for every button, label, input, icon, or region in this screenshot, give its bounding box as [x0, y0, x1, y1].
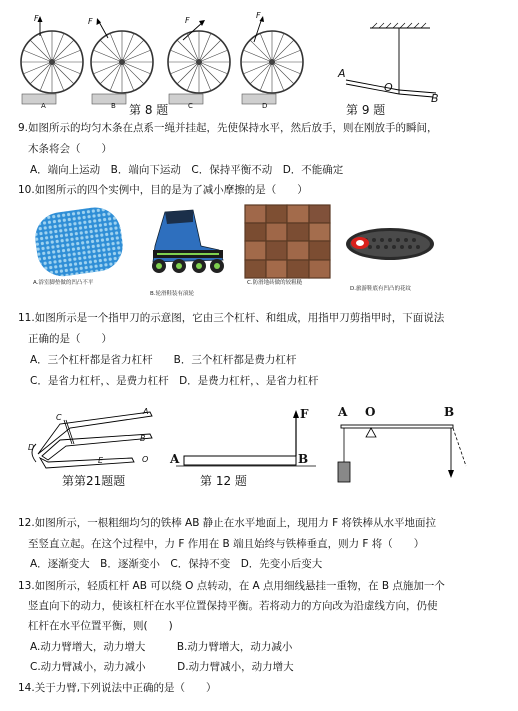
q11-label-a: A: [143, 407, 149, 416]
q13-label-b: B: [444, 405, 455, 419]
q11-label-b: B: [140, 434, 146, 443]
q9-stem-line1: 9.如图所示的均匀木条在点系一绳并挂起，先使保持水平，然后放手，则在刚放手的瞬间，: [18, 122, 438, 134]
q12-stem-line1: 12.如图所示，一根粗细均匀的铁棒 AB 静止在水平地面上，现用力 F 将铁棒从水平地面拉: [18, 517, 436, 529]
q8-caption: 第 8 题: [129, 103, 169, 117]
shoe-sole-image: [340, 206, 438, 278]
floor-tiles-image: [245, 205, 330, 278]
q9-label-b: B: [431, 92, 439, 105]
q13-label-a: A: [338, 405, 348, 419]
roller-skate-image: [135, 206, 233, 278]
q11-label-c: C: [56, 413, 62, 422]
q11-label-o: O: [142, 455, 149, 464]
force-label-d: F: [256, 11, 261, 20]
roller-skate-icon: [135, 206, 233, 278]
force-label-b: F: [88, 17, 93, 26]
q13-label-o: O: [365, 405, 376, 419]
q12-options: A．逐渐变大 B．逐渐变小 C．保持不变 D．先变小后变大: [30, 558, 323, 570]
wheel-label-c: C: [188, 102, 193, 110]
q11-stem-line2: 正确的是（ ）: [28, 333, 112, 345]
q9-stem-line2: 木条将会（ ）: [28, 143, 112, 155]
q11-stem-line1: 11.如图所示是一个指甲刀的示意图，它由三个杠杆、和组成，用指甲刀剪指甲时，下面说法: [18, 312, 445, 324]
q10-caption-c: C.防滑地砖做的较粗糙: [247, 280, 303, 286]
q11-caption: 第第21题题: [62, 474, 126, 488]
force-label-c: F: [185, 16, 190, 25]
floor-tiles-icon: [245, 205, 330, 278]
q12-label-a: A: [170, 452, 180, 466]
q10-caption-d: D.旅游鞋底有凹凸的花纹: [350, 286, 411, 292]
wheel-label-b: B: [111, 102, 116, 110]
q13-stem-line1: 13.如图所示，轻质杠杆 AB 可以绕 O 点转动，在 A 点用细线悬挂一重物，在 B 点施加一个: [18, 580, 445, 592]
q9-label-o: O: [384, 81, 393, 94]
wheel-label-d: D: [262, 102, 268, 110]
q11-option-cd: C．是省力杠杆，、是费力杠杆 D．是费力杠杆，、是省力杠杆: [30, 375, 319, 387]
q9-label-a: A: [338, 67, 346, 80]
q11-label-d: D: [28, 443, 35, 452]
q13-stem-line2: 竖直向下的动力，使该杠杆在水平位置保持平衡。若将动力的方向改为沿虚线方向，仍使: [28, 600, 438, 612]
q12-stem-line2: 至竖直立起。在这个过程中，力 F 作用在 B 端且始终与铁棒垂直，则力 F 将（ ）: [28, 538, 425, 550]
q12-label-b: B: [298, 452, 309, 466]
shoe-sole-icon: [340, 206, 438, 278]
q12-caption: 第 12 题: [200, 474, 247, 488]
q9-options: A．端向上运动 B．端向下运动 C．保持平衡不动 D．不能确定: [30, 164, 344, 176]
wheel-label-a: A: [41, 102, 46, 110]
q13-option-ab: A.动力臂增大，动力增大 B.动力臂增大，动力减小: [30, 641, 293, 653]
force-label-a: F: [34, 14, 39, 23]
rod-figure: [0, 0, 518, 120]
q9-caption: 第 9 题: [346, 103, 386, 117]
lever-figure: [0, 400, 518, 495]
q11-option-ab: A．三个杠杆都是省力杠杆 B．三个杠杆都是费力杠杆: [30, 354, 297, 366]
bath-mat-image: [30, 206, 126, 278]
q13-option-cd: C.动力臂减小，动力减小 D.动力臂减小，动力增大: [30, 661, 294, 673]
q11-label-e: E: [98, 456, 104, 465]
q12-label-f: F: [300, 407, 309, 421]
q10-caption-a: A.浴室脚垫做的凹凸不平: [33, 280, 94, 286]
q10-caption-b: B.轮滑鞋装有滚轮: [150, 291, 195, 297]
q14-stem: 14.关于力臂,下列说法中正确的是（ ）: [18, 682, 217, 694]
q13-stem-line3: 杠杆在水平位置平衡，则( ): [28, 620, 173, 632]
bath-mat-icon: [30, 206, 126, 278]
q10-stem: 10.如图所示的四个实例中，目的是为了减小摩擦的是（ ）: [18, 184, 308, 196]
